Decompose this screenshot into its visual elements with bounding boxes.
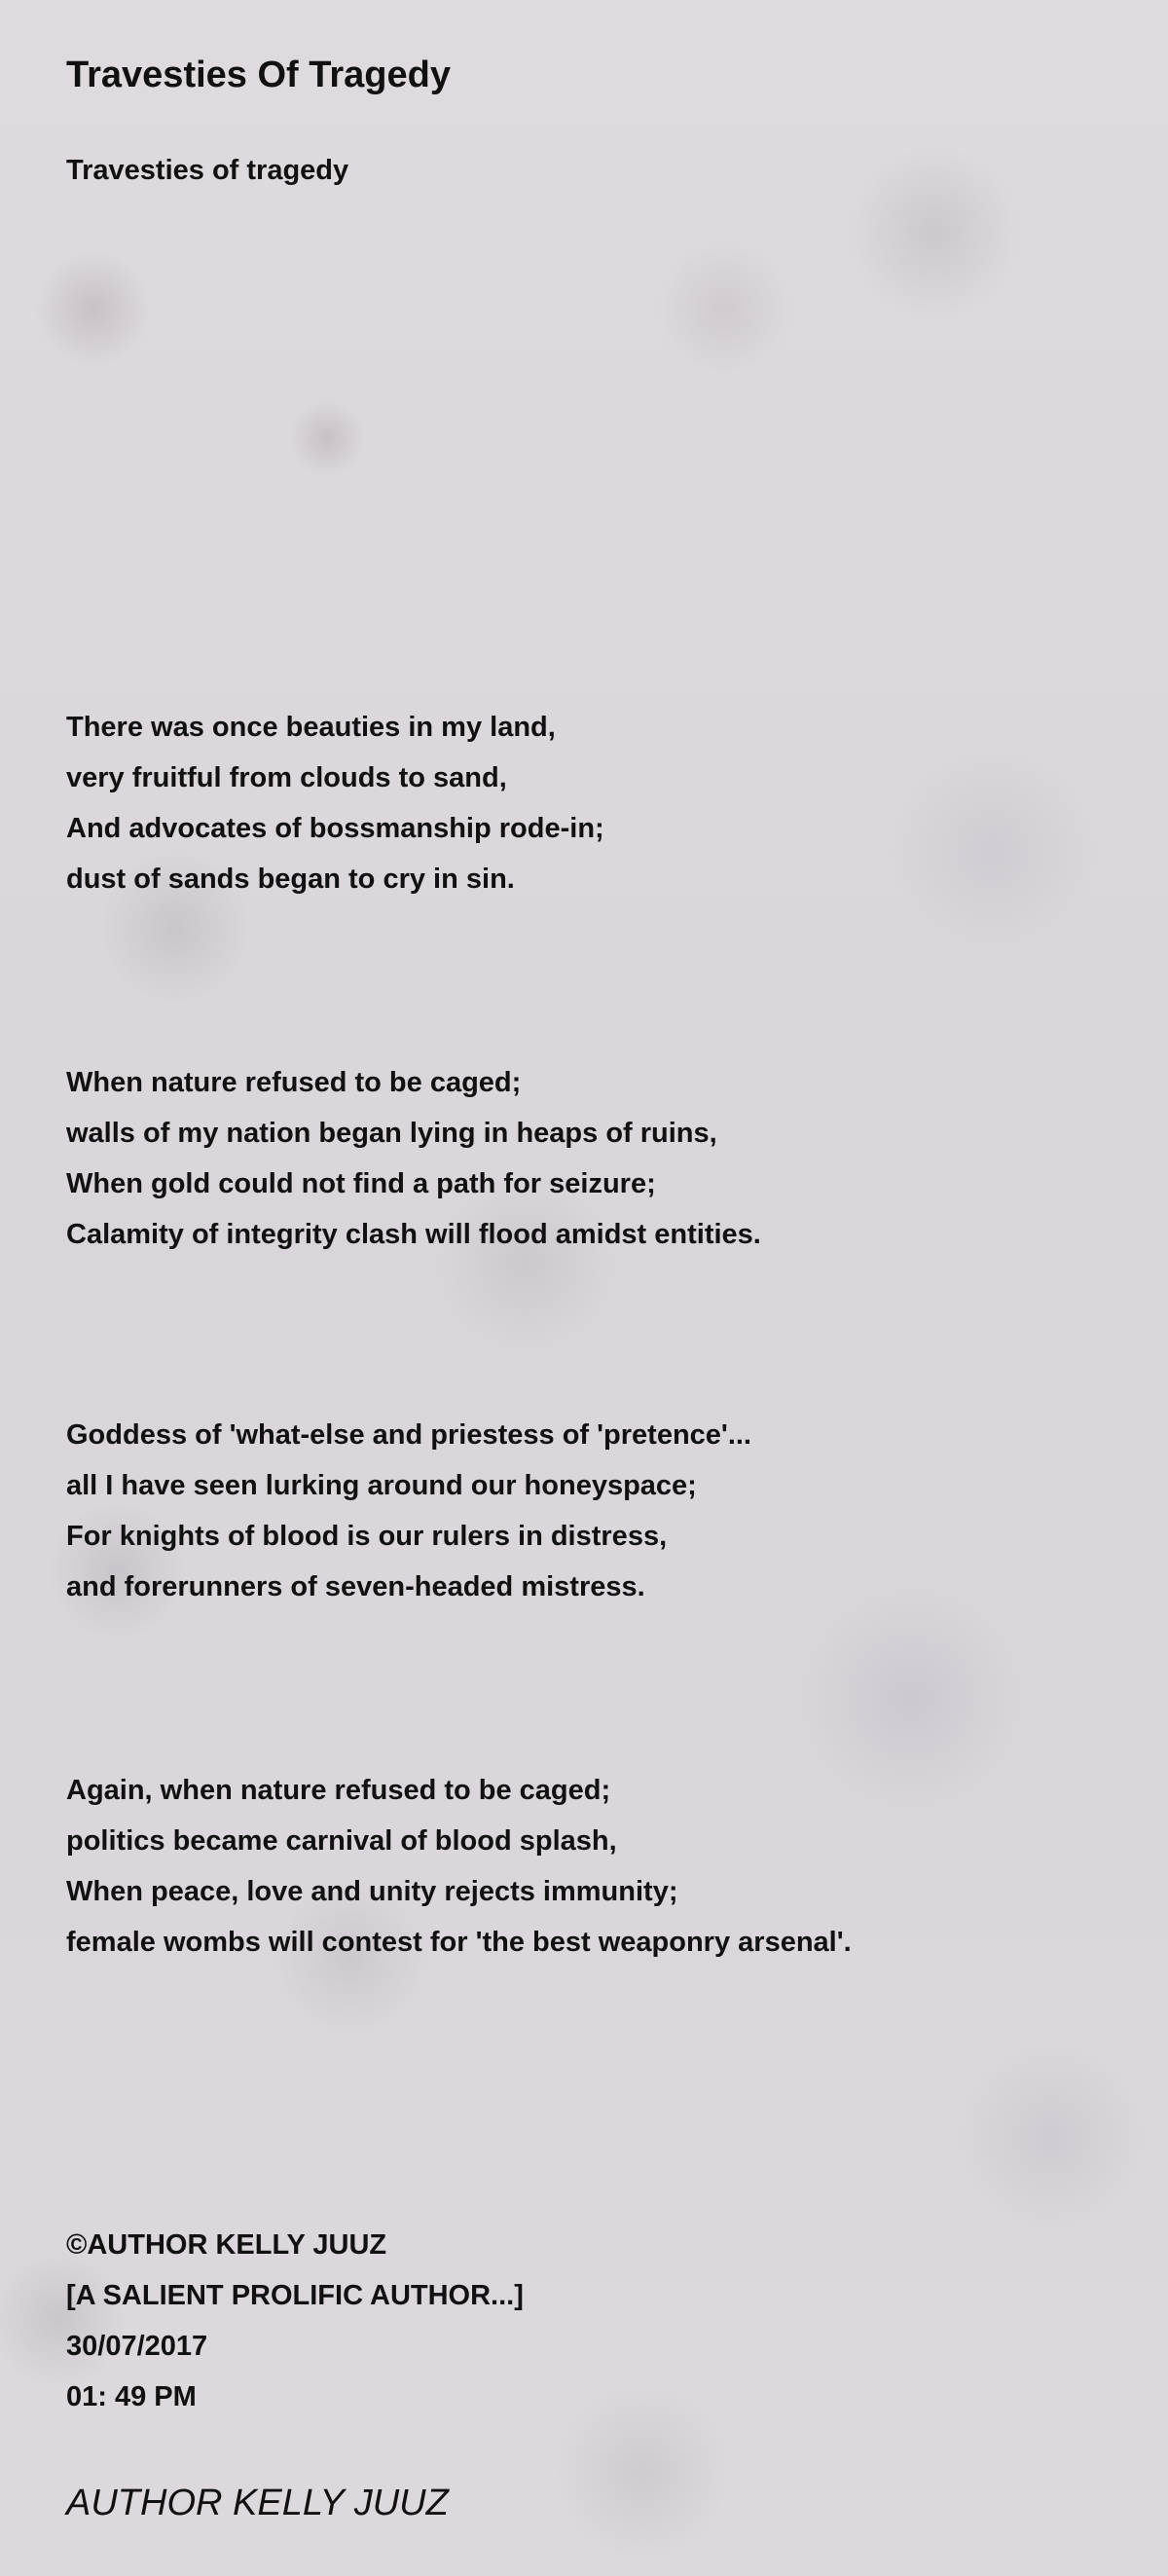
stanza-4: [66, 1765, 852, 1968]
poem-line: walls of my nation began lying in heaps of ruins,: [66, 1118, 717, 1149]
poem-line: Calamity of integrity clash will flood amidst entities.: [66, 1219, 761, 1250]
poem-line: and forerunners of seven-headed mistress.: [66, 1571, 645, 1602]
poem-line: When peace, love and unity rejects immunity;: [66, 1876, 678, 1907]
poem-title: Travesties Of Tragedy: [66, 55, 451, 95]
poem-line: very fruitful from clouds to sand,: [66, 762, 507, 793]
stanza-3: [66, 1410, 751, 1612]
poem-line: female wombs will contest for 'the best weaponry arsenal'.: [66, 1927, 852, 1958]
poem-line: Again, when nature refused to be caged;: [66, 1775, 611, 1806]
poem-subtitle: Travesties of tragedy: [66, 155, 349, 186]
poem-line: For knights of blood is our rulers in distress,: [66, 1521, 668, 1552]
poem-line: all I have seen lurking around our honeyspace;: [66, 1470, 697, 1501]
poem-date: 30/07/2017: [66, 2331, 208, 2362]
poem-line: And advocates of bossmanship rode-in;: [66, 813, 604, 844]
poem-line: dust of sands began to cry in sin.: [66, 864, 515, 895]
stanza-1: [66, 702, 604, 904]
poem-line: There was once beauties in my land,: [66, 712, 556, 743]
poem-line: politics became carnival of blood splash,: [66, 1825, 617, 1857]
poem-line: When nature refused to be caged;: [66, 1067, 522, 1098]
signoff-block: [66, 2220, 524, 2422]
author-name[interactable]: AUTHOR KELLY JUUZ: [66, 2483, 449, 2523]
copyright-line: ©AUTHOR KELLY JUUZ: [66, 2229, 387, 2261]
stanza-2: [66, 1057, 761, 1260]
author-tagline: [A SALIENT PROLIFIC AUTHOR...]: [66, 2280, 524, 2311]
poem-time: 01: 49 PM: [66, 2381, 197, 2412]
poem-line: Goddess of 'what-else and priestess of 'pretence'...: [66, 1419, 751, 1451]
poem-line: When gold could not find a path for seizure;: [66, 1168, 656, 1199]
